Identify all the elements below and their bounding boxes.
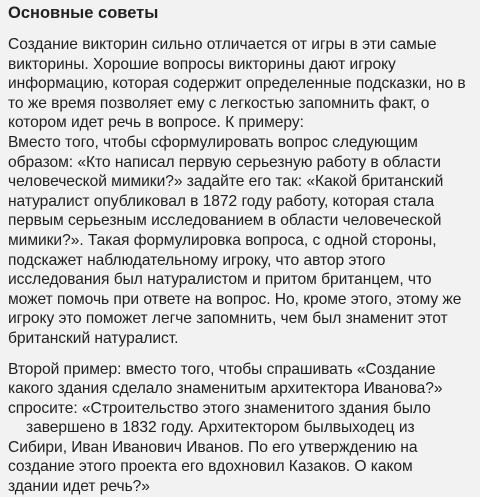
- text-line: здании идет речь?»: [8, 478, 150, 496]
- text-line: Вместо того, чтобы сформулировать вопрос следующим: [8, 133, 418, 151]
- text-line: Сибири, Иван Иванович Иванов. По его утверждению на: [8, 438, 418, 456]
- text-line: исследования был натуралистом и притом британцем, что: [8, 271, 432, 289]
- paragraph-2: [8, 360, 470, 497]
- text-line: подскажет наблюдательному игроку, что автор этого: [8, 251, 386, 269]
- text-line: спросите: «Строительство этого знаменитого здания было: [8, 399, 431, 417]
- text-line: то же время позволяет ему с легкостью запомнить факт, о: [8, 94, 430, 112]
- text-line: мимики?». Такая формулировка вопроса, с одной стороны,: [8, 231, 437, 249]
- text-line: первым серьезным исследованием в области человеческой: [8, 212, 442, 230]
- text-line: создание этого проекта его вдохновил Казаков. О каком: [8, 458, 413, 476]
- text-line: игроку это поможет легче запомнить, чем был знаменит этот: [8, 310, 448, 328]
- text-line: викторины. Хорошие вопросы викторины дают игроку: [8, 55, 396, 73]
- text-line-indented: завершено в 1832 году. Архитектором былвыходец из: [26, 419, 415, 437]
- text-line: образом: «Кто написал первую серьезную работу в области: [8, 153, 441, 171]
- text-line: натуралист опубликовал в 1872 году работу, которая стала: [8, 192, 435, 210]
- text-line: человеческой мимики?» задайте его так: «Какой британский: [8, 173, 444, 191]
- text-line: британский натуралист.: [8, 329, 179, 347]
- text-line: информацию, которая содержит определенные подсказки, но в: [8, 75, 466, 93]
- text-line: может помочь при ответе на вопрос. Но, кроме этого, этому же: [8, 290, 462, 308]
- section-title: Основные советы: [8, 4, 159, 22]
- text-line: Второй пример: вместо того, чтобы спрашивать «Создание: [8, 360, 436, 378]
- text-line: какого здания сделало знаменитым архитектора Иванова?»: [8, 380, 443, 398]
- text-line: Создание викторин сильно отличается от игры в эти самые: [8, 36, 437, 53]
- paragraph-1: [8, 35, 470, 349]
- text-line: котором идет речь в вопросе. К примеру:: [8, 114, 304, 132]
